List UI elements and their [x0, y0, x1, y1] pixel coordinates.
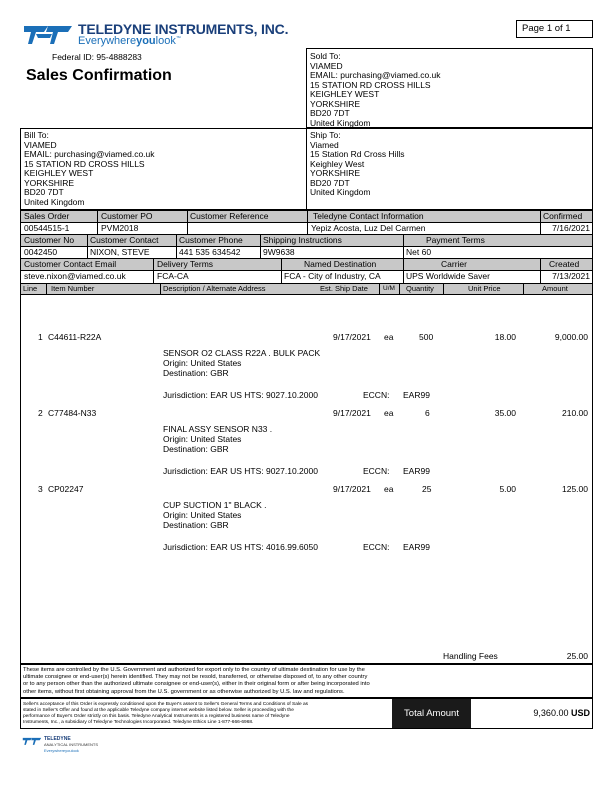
- bill-to-line: EMAIL: purchasing@viamed.co.uk: [24, 149, 155, 159]
- bill-to-line: BD20 7DT: [24, 187, 64, 197]
- item-jurisdiction: Jurisdiction: EAR US HTS: 4016.99.6050: [163, 542, 318, 552]
- col-amount: Amount: [542, 284, 568, 293]
- col-line: Line: [23, 284, 38, 293]
- bill-to-line: 15 STATION RD CROSS HILLS: [24, 158, 145, 169]
- page-indicator: Page 1 of 1: [516, 20, 593, 38]
- handling-fees-value: 25.00: [566, 651, 588, 661]
- delivery-terms-value: FCA-CA: [157, 271, 189, 281]
- item-origin: Origin: United States: [163, 358, 242, 368]
- item-destination: Destination: GBR: [163, 368, 229, 378]
- sold-to-label: Sold To:: [310, 51, 341, 61]
- item-number: CP02247: [48, 484, 84, 494]
- ship-date: 9/17/2021: [333, 332, 371, 342]
- shipping-instructions-value: 9W9638: [263, 247, 295, 257]
- sold-to-line: EMAIL: purchasing@viamed.co.uk: [310, 70, 441, 80]
- item-jurisdiction: Jurisdiction: EAR US HTS: 9027.10.2000: [163, 466, 318, 476]
- handling-fees-label: Handling Fees: [443, 651, 498, 661]
- ship-to-line: BD20 7DT: [310, 177, 350, 188]
- carrier-header: Carrier: [441, 259, 467, 269]
- item-description: CUP SUCTION 1" BLACK .: [163, 500, 267, 510]
- amount: 210.00: [562, 408, 588, 418]
- total-currency: USD: [570, 708, 590, 718]
- bill-to-line: VIAMED: [24, 139, 57, 150]
- contact-email-header: Customer Contact Email: [24, 259, 117, 269]
- item-destination: Destination: GBR: [163, 444, 229, 454]
- customer-contact-header: Customer Contact: [90, 235, 159, 245]
- teledyne-contact-value: Yepiz Acosta, Luz Del Carmen: [311, 223, 426, 233]
- customer-contact-value: NIXON, STEVE: [90, 247, 150, 257]
- total-amount-label: Total Amount: [392, 699, 471, 728]
- ship-to-line: Keighley West: [310, 158, 365, 169]
- unit-price: 5.00: [499, 484, 516, 494]
- customer-reference-header: Customer Reference: [190, 211, 269, 221]
- customer-phone-value: 441 535 634542: [179, 247, 241, 257]
- created-header: Created: [549, 259, 580, 269]
- line-number: 3: [38, 484, 43, 494]
- teledyne-wing-icon: [22, 736, 42, 746]
- doc-title: Sales Confirmation: [26, 67, 172, 84]
- unit-of-measure: ea: [384, 484, 394, 494]
- footer-logo: TELEDYNE ANALYTICAL INSTRUMENTS Everywhereyoulook: [22, 735, 122, 761]
- teledyne-wing-icon: [22, 22, 74, 46]
- ship-to-line: Viamed: [310, 139, 339, 150]
- ship-date: 9/17/2021: [333, 484, 371, 494]
- item-jurisdiction: Jurisdiction: EAR US HTS: 9027.10.2000: [163, 390, 318, 400]
- bill-to-label: Bill To:: [24, 130, 49, 140]
- item-origin: Origin: United States: [163, 434, 242, 444]
- line-item: [21, 484, 592, 564]
- bill-to-line: KEIGHLEY WEST: [24, 168, 94, 178]
- payment-terms-header: Payment Terms: [426, 235, 485, 245]
- col-item-number: Item Number: [51, 284, 95, 293]
- amount: 125.00: [562, 484, 588, 494]
- federal-id: Federal ID: 95-4888283: [52, 52, 142, 62]
- line-item: [21, 332, 592, 412]
- item-origin: Origin: United States: [163, 510, 242, 520]
- col-ship-date: Est. Ship Date: [320, 284, 368, 293]
- col-quantity: Quantity: [406, 284, 434, 293]
- customer-po-value: PVM2018: [101, 223, 139, 233]
- sold-to-line: YORKSHIRE: [310, 98, 361, 109]
- item-number: C44611-R22A: [48, 332, 102, 342]
- customer-no-header: Customer No: [24, 235, 75, 245]
- bill-to: [24, 131, 155, 207]
- sold-to-line: KEIGHLEY WEST: [310, 89, 380, 99]
- col-um: U/M: [383, 285, 395, 292]
- line-item: [21, 408, 592, 488]
- confirmed-header: Confirmed: [543, 211, 583, 221]
- eccn-label: ECCN:: [363, 390, 390, 400]
- unit-price: 35.00: [494, 408, 516, 418]
- sold-to-line: 15 STATION RD CROSS HILLS: [310, 79, 431, 90]
- total-amount: [533, 708, 590, 718]
- unit-of-measure: ea: [384, 408, 394, 418]
- unit-price: 18.00: [494, 332, 516, 342]
- eccn-label: ECCN:: [363, 466, 390, 476]
- customer-phone-header: Customer Phone: [179, 235, 243, 245]
- confirmed-value: 7/16/2021: [552, 223, 590, 233]
- amount: 9,000.00: [554, 332, 588, 342]
- sales-order-value: 00544515-1: [24, 223, 70, 233]
- line-number: 1: [38, 332, 43, 342]
- bill-to-line: United Kingdom: [24, 196, 85, 207]
- total-amount-value: 9,360.00: [533, 708, 569, 718]
- item-description: SENSOR O2 CLASS R22A . BULK PACK: [163, 348, 321, 358]
- company-name: TELEDYNE INSTRUMENTS, INC.: [78, 21, 289, 37]
- contact-email-value: steve.nixon@viamed.co.uk: [24, 271, 126, 281]
- created-value: 7/13/2021: [552, 271, 590, 281]
- eccn-value: EAR99: [403, 390, 430, 400]
- terms-notice: Seller's acceptance of this Order is expressly conditioned upon the Buyer's assent to Seller's General Terms and Conditions of Sale as stated in Seller's Offer and found at the applicable Teledyne company internet website listed below. Seller is proceeding with the performance of Buyer's Order strictly on this basis. Teledyne Analytical Instruments is a registered business name of Teledyne Instruments, Inc., a subsidiary of Teledyne Technologies Incorporated. Teledyne Ethics Line 1-877-666-6968.: [23, 702, 309, 725]
- named-destination-value: FCA - City of Industry, CA: [284, 271, 381, 281]
- sold-to-box: [306, 48, 593, 128]
- ship-to-line: United Kingdom: [310, 187, 371, 197]
- eccn-value: EAR99: [403, 542, 430, 552]
- item-destination: Destination: GBR: [163, 520, 229, 530]
- sold-to-line: United Kingdom: [310, 117, 371, 128]
- sold-to-line: VIAMED: [310, 60, 343, 71]
- item-description: FINAL ASSY SENSOR N33 .: [163, 424, 273, 434]
- item-number: C77484-N33: [48, 408, 97, 418]
- unit-of-measure: ea: [384, 332, 394, 342]
- quantity: 500: [419, 332, 434, 342]
- quantity: 6: [425, 408, 430, 418]
- line-number: 2: [38, 408, 43, 418]
- shipping-instructions-header: Shipping Instructions: [263, 235, 342, 245]
- company-logo: [22, 20, 289, 50]
- terms-total-box: [20, 698, 593, 729]
- payment-terms-value: Net 60: [406, 247, 432, 257]
- teledyne-contact-header: Teledyne Contact Information: [313, 211, 424, 221]
- ship-to-line: 15 Station Rd Cross Hills: [310, 149, 405, 159]
- customer-no-value: 0042450: [24, 247, 58, 257]
- quantity: 25: [422, 484, 432, 494]
- sales-order-header: Sales Order: [24, 211, 70, 221]
- eccn-value: EAR99: [403, 466, 430, 476]
- ship-date: 9/17/2021: [333, 408, 371, 418]
- col-description: Description / Alternate Address: [163, 284, 266, 293]
- ship-to-line: YORKSHIRE: [310, 168, 361, 178]
- sold-to-line: BD20 7DT: [310, 108, 350, 118]
- col-unit-price: Unit Price: [468, 284, 501, 293]
- company-tagline: Everywhereyoulook™: [78, 35, 181, 47]
- bill-ship-box: [20, 128, 593, 210]
- eccn-label: ECCN:: [363, 542, 390, 552]
- delivery-terms-header: Delivery Terms: [157, 259, 214, 269]
- export-notice: These items are controlled by the U.S. Government and authorized for export only to the country of ultimate destination for use by the ultimate consignee or end-user(s) herein identified. They may not be resold, transferred, or otherwise disposed of, to any other country or to any person other than the authorized ultimate consignee or end-user(s), either in their original form or after being incorporated into other items, without first obtaining approval from the U.S. government or as otherwise authorized by U.S. law and regulations.: [20, 664, 593, 698]
- carrier-value: UPS Worldwide Saver: [406, 271, 490, 281]
- ship-to: [310, 131, 404, 198]
- customer-po-header: Customer PO: [101, 211, 153, 221]
- named-destination-header: Named Destination: [304, 259, 377, 269]
- ship-to-label: Ship To:: [310, 130, 341, 140]
- items-table: [20, 283, 593, 664]
- bill-to-line: YORKSHIRE: [24, 177, 75, 188]
- order-info-grid: [20, 210, 593, 284]
